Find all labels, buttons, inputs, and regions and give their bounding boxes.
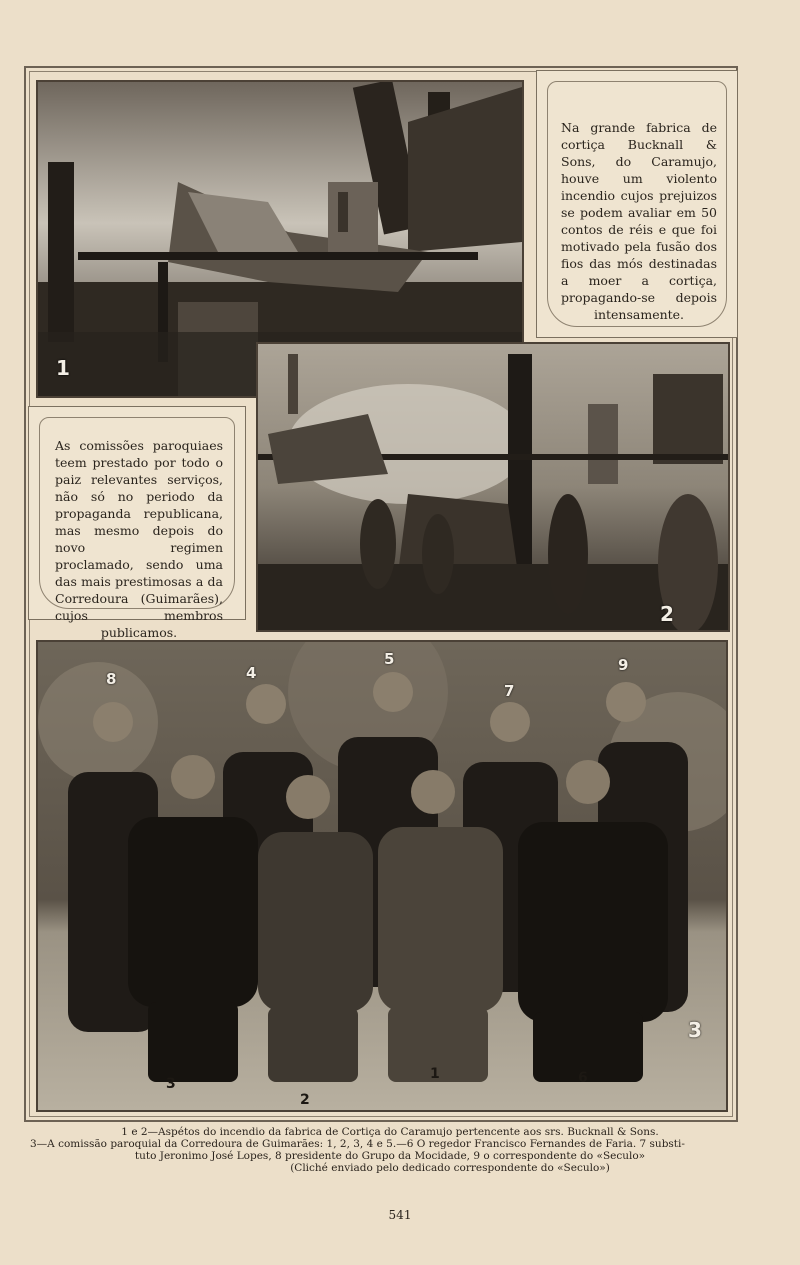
figure-caption-line-1: 1 e 2—Aspétos do incendio da fabrica de Cortiça do Caramujo pertencente aos srs. Bucknall & Sons. [121,1126,659,1138]
person-label-4: 4 [246,664,257,682]
photo-number-1: 1 [56,356,70,380]
person-label-2: 2 [300,1092,310,1108]
figure-caption-line-4: (Cliché enviado pelo dedicado correspondente do «Seculo») [290,1162,610,1174]
group-photo-3 [36,640,728,1112]
person-label-1: 1 [430,1066,440,1082]
person-label-7: 7 [504,682,515,700]
person-label-5: 5 [384,650,395,668]
figure-caption [30,1126,750,1174]
person-label-9: 9 [618,656,629,674]
commission-caption-text: As comissões paroquiaes teem prestado por todo o paiz relevantes serviços, não só no periodo da propaganda republicana, mas mesmo depois do novo regimen proclamado, sendo uma das mais prestimosas a da Corredoura (Guimarães), cujos membros publicamos. [55,438,223,640]
figure-caption-line-3: tuto Jeronimo José Lopes, 8 presidente do Grupo da Mocidade, 9 o correspondente do «Seculo» [134,1150,646,1162]
photo-number-3: 3 [688,1018,702,1042]
fire-photo-2 [256,342,730,632]
fire-caption-text: Na grande fabrica de cortiça Bucknall & Sons, do Caramujo, houve um violento incendio cujos prejuizos se podem avaliar em 50 contos de réis e que foi motivado pela fusão dos fios das mós destinadas a moer a cortiça, propagando-se depois intensamente. [561,120,717,322]
person-label-6: 6 [578,1070,588,1086]
person-label-8: 8 [106,670,117,688]
person-label-3: 3 [166,1076,176,1092]
figure-caption-line-2: 3—A comissão paroquial da Corredoura de Guimarães: 1, 2, 3, 4 e 5.—6 O regedor Francisco Fernandes de Faria. 7 substi- [30,1138,685,1150]
fire-caption-box [536,70,738,338]
page-number: 541 [388,1208,412,1222]
photo-number-2: 2 [660,602,674,626]
commission-caption-box [28,406,246,640]
